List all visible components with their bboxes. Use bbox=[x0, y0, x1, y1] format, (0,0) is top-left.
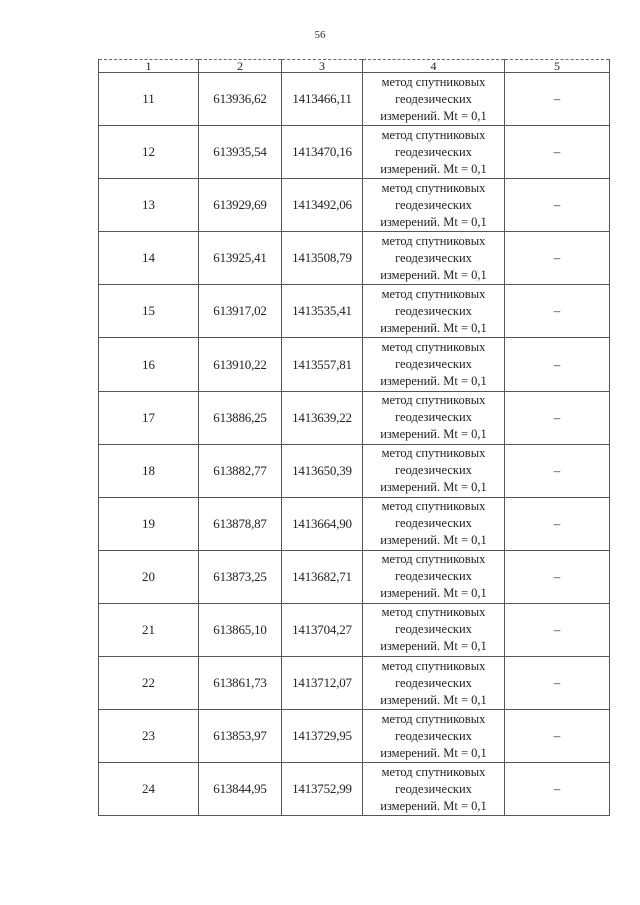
note-dash: – bbox=[505, 550, 610, 603]
table-row bbox=[99, 126, 610, 179]
method-cell bbox=[363, 603, 505, 656]
coordinate-x: 613878,87 bbox=[199, 497, 282, 550]
coordinate-y: 1413557,81 bbox=[282, 338, 363, 391]
method-line: метод спутниковых bbox=[381, 764, 486, 779]
note-dash: – bbox=[505, 444, 610, 497]
table-row bbox=[99, 763, 610, 816]
method-line: метод спутниковых bbox=[381, 499, 486, 514]
coordinate-y: 1413639,22 bbox=[282, 391, 363, 444]
table-row bbox=[99, 179, 610, 232]
method-line: измерений. Mt = 0,1 bbox=[380, 586, 487, 601]
note-dash: – bbox=[505, 179, 610, 232]
point-number: 21 bbox=[99, 603, 199, 656]
method-line: геодезических bbox=[395, 569, 472, 584]
coordinate-x: 613935,54 bbox=[199, 126, 282, 179]
method-line: измерений. Mt = 0,1 bbox=[380, 480, 487, 495]
method-line: геодезических bbox=[395, 197, 472, 212]
point-number: 23 bbox=[99, 710, 199, 763]
point-number: 22 bbox=[99, 657, 199, 710]
table-row bbox=[99, 73, 610, 126]
method-line: геодезических bbox=[395, 463, 472, 478]
method-line: измерений. Mt = 0,1 bbox=[380, 267, 487, 282]
column-header: 2 bbox=[199, 60, 282, 73]
coordinate-y: 1413704,27 bbox=[282, 603, 363, 656]
coordinate-y: 1413492,06 bbox=[282, 179, 363, 232]
coordinate-y: 1413664,90 bbox=[282, 497, 363, 550]
column-header: 4 bbox=[363, 60, 505, 73]
point-number: 19 bbox=[99, 497, 199, 550]
column-header: 1 bbox=[99, 60, 199, 73]
note-dash: – bbox=[505, 391, 610, 444]
table-row bbox=[99, 603, 610, 656]
column-header: 5 bbox=[505, 60, 610, 73]
method-line: геодезических bbox=[395, 781, 472, 796]
note-dash: – bbox=[505, 232, 610, 285]
coordinate-y: 1413470,16 bbox=[282, 126, 363, 179]
table-row bbox=[99, 710, 610, 763]
method-cell bbox=[363, 179, 505, 232]
method-line: геодезических bbox=[395, 250, 472, 265]
method-cell bbox=[363, 338, 505, 391]
coordinate-y: 1413466,11 bbox=[282, 73, 363, 126]
method-line: метод спутниковых bbox=[381, 658, 486, 673]
method-line: измерений. Mt = 0,1 bbox=[380, 692, 487, 707]
method-line: метод спутниковых bbox=[381, 340, 486, 355]
note-dash: – bbox=[505, 603, 610, 656]
point-number: 13 bbox=[99, 179, 199, 232]
method-line: измерений. Mt = 0,1 bbox=[380, 745, 487, 760]
method-cell bbox=[363, 763, 505, 816]
method-cell bbox=[363, 126, 505, 179]
table-row bbox=[99, 338, 610, 391]
coordinate-x: 613873,25 bbox=[199, 550, 282, 603]
table-row bbox=[99, 444, 610, 497]
method-cell bbox=[363, 657, 505, 710]
coordinate-y: 1413752,99 bbox=[282, 763, 363, 816]
table-row bbox=[99, 657, 610, 710]
coordinates-table bbox=[98, 59, 610, 816]
method-line: измерений. Mt = 0,1 bbox=[380, 533, 487, 548]
method-line: геодезических bbox=[395, 357, 472, 372]
method-cell bbox=[363, 391, 505, 444]
method-line: метод спутниковых bbox=[381, 393, 486, 408]
coordinate-x: 613925,41 bbox=[199, 232, 282, 285]
method-line: геодезических bbox=[395, 622, 472, 637]
method-line: геодезических bbox=[395, 516, 472, 531]
coordinate-y: 1413508,79 bbox=[282, 232, 363, 285]
coordinate-y: 1413729,95 bbox=[282, 710, 363, 763]
method-line: метод спутниковых bbox=[381, 552, 486, 567]
method-cell bbox=[363, 232, 505, 285]
coordinate-x: 613936,62 bbox=[199, 73, 282, 126]
note-dash: – bbox=[505, 497, 610, 550]
method-line: метод спутниковых bbox=[381, 127, 486, 142]
point-number: 16 bbox=[99, 338, 199, 391]
method-cell bbox=[363, 710, 505, 763]
column-header: 3 bbox=[282, 60, 363, 73]
method-line: метод спутниковых bbox=[381, 74, 486, 89]
method-line: метод спутниковых bbox=[381, 286, 486, 301]
method-cell bbox=[363, 73, 505, 126]
table-row bbox=[99, 497, 610, 550]
method-line: геодезических bbox=[395, 144, 472, 159]
coordinate-x: 613929,69 bbox=[199, 179, 282, 232]
method-line: измерений. Mt = 0,1 bbox=[380, 427, 487, 442]
coordinate-x: 613865,10 bbox=[199, 603, 282, 656]
method-line: геодезических bbox=[395, 675, 472, 690]
coordinate-x: 613861,73 bbox=[199, 657, 282, 710]
method-line: геодезических bbox=[395, 91, 472, 106]
note-dash: – bbox=[505, 126, 610, 179]
point-number: 20 bbox=[99, 550, 199, 603]
method-cell bbox=[363, 550, 505, 603]
method-line: измерений. Mt = 0,1 bbox=[380, 161, 487, 176]
coordinate-x: 613844,95 bbox=[199, 763, 282, 816]
point-number: 12 bbox=[99, 126, 199, 179]
page-number: 56 bbox=[314, 29, 326, 41]
note-dash: – bbox=[505, 285, 610, 338]
method-cell bbox=[363, 285, 505, 338]
method-line: метод спутниковых bbox=[381, 180, 486, 195]
note-dash: – bbox=[505, 338, 610, 391]
table-row bbox=[99, 391, 610, 444]
method-line: измерений. Mt = 0,1 bbox=[380, 320, 487, 335]
method-line: измерений. Mt = 0,1 bbox=[380, 374, 487, 389]
method-line: измерений. Mt = 0,1 bbox=[380, 214, 487, 229]
coordinate-y: 1413712,07 bbox=[282, 657, 363, 710]
note-dash: – bbox=[505, 657, 610, 710]
coordinate-y: 1413650,39 bbox=[282, 444, 363, 497]
method-line: геодезических bbox=[395, 303, 472, 318]
method-line: метод спутниковых bbox=[381, 605, 486, 620]
note-dash: – bbox=[505, 73, 610, 126]
method-line: измерений. Mt = 0,1 bbox=[380, 798, 487, 813]
coordinate-y: 1413682,71 bbox=[282, 550, 363, 603]
method-cell bbox=[363, 444, 505, 497]
method-line: измерений. Mt = 0,1 bbox=[380, 639, 487, 654]
method-line: измерений. Mt = 0,1 bbox=[380, 108, 487, 123]
point-number: 14 bbox=[99, 232, 199, 285]
table-header-row bbox=[99, 60, 610, 73]
method-line: метод спутниковых bbox=[381, 711, 486, 726]
point-number: 18 bbox=[99, 444, 199, 497]
point-number: 17 bbox=[99, 391, 199, 444]
note-dash: – bbox=[505, 763, 610, 816]
point-number: 15 bbox=[99, 285, 199, 338]
coordinate-x: 613853,97 bbox=[199, 710, 282, 763]
method-line: метод спутниковых bbox=[381, 233, 486, 248]
coordinate-x: 613882,77 bbox=[199, 444, 282, 497]
method-line: геодезических bbox=[395, 410, 472, 425]
coordinate-y: 1413535,41 bbox=[282, 285, 363, 338]
method-cell bbox=[363, 497, 505, 550]
point-number: 24 bbox=[99, 763, 199, 816]
coordinate-x: 613917,02 bbox=[199, 285, 282, 338]
table-row bbox=[99, 285, 610, 338]
point-number: 11 bbox=[99, 73, 199, 126]
note-dash: – bbox=[505, 710, 610, 763]
table-row bbox=[99, 550, 610, 603]
coordinate-x: 613910,22 bbox=[199, 338, 282, 391]
method-line: геодезических bbox=[395, 728, 472, 743]
coordinate-x: 613886,25 bbox=[199, 391, 282, 444]
method-line: метод спутниковых bbox=[381, 446, 486, 461]
table-row bbox=[99, 232, 610, 285]
